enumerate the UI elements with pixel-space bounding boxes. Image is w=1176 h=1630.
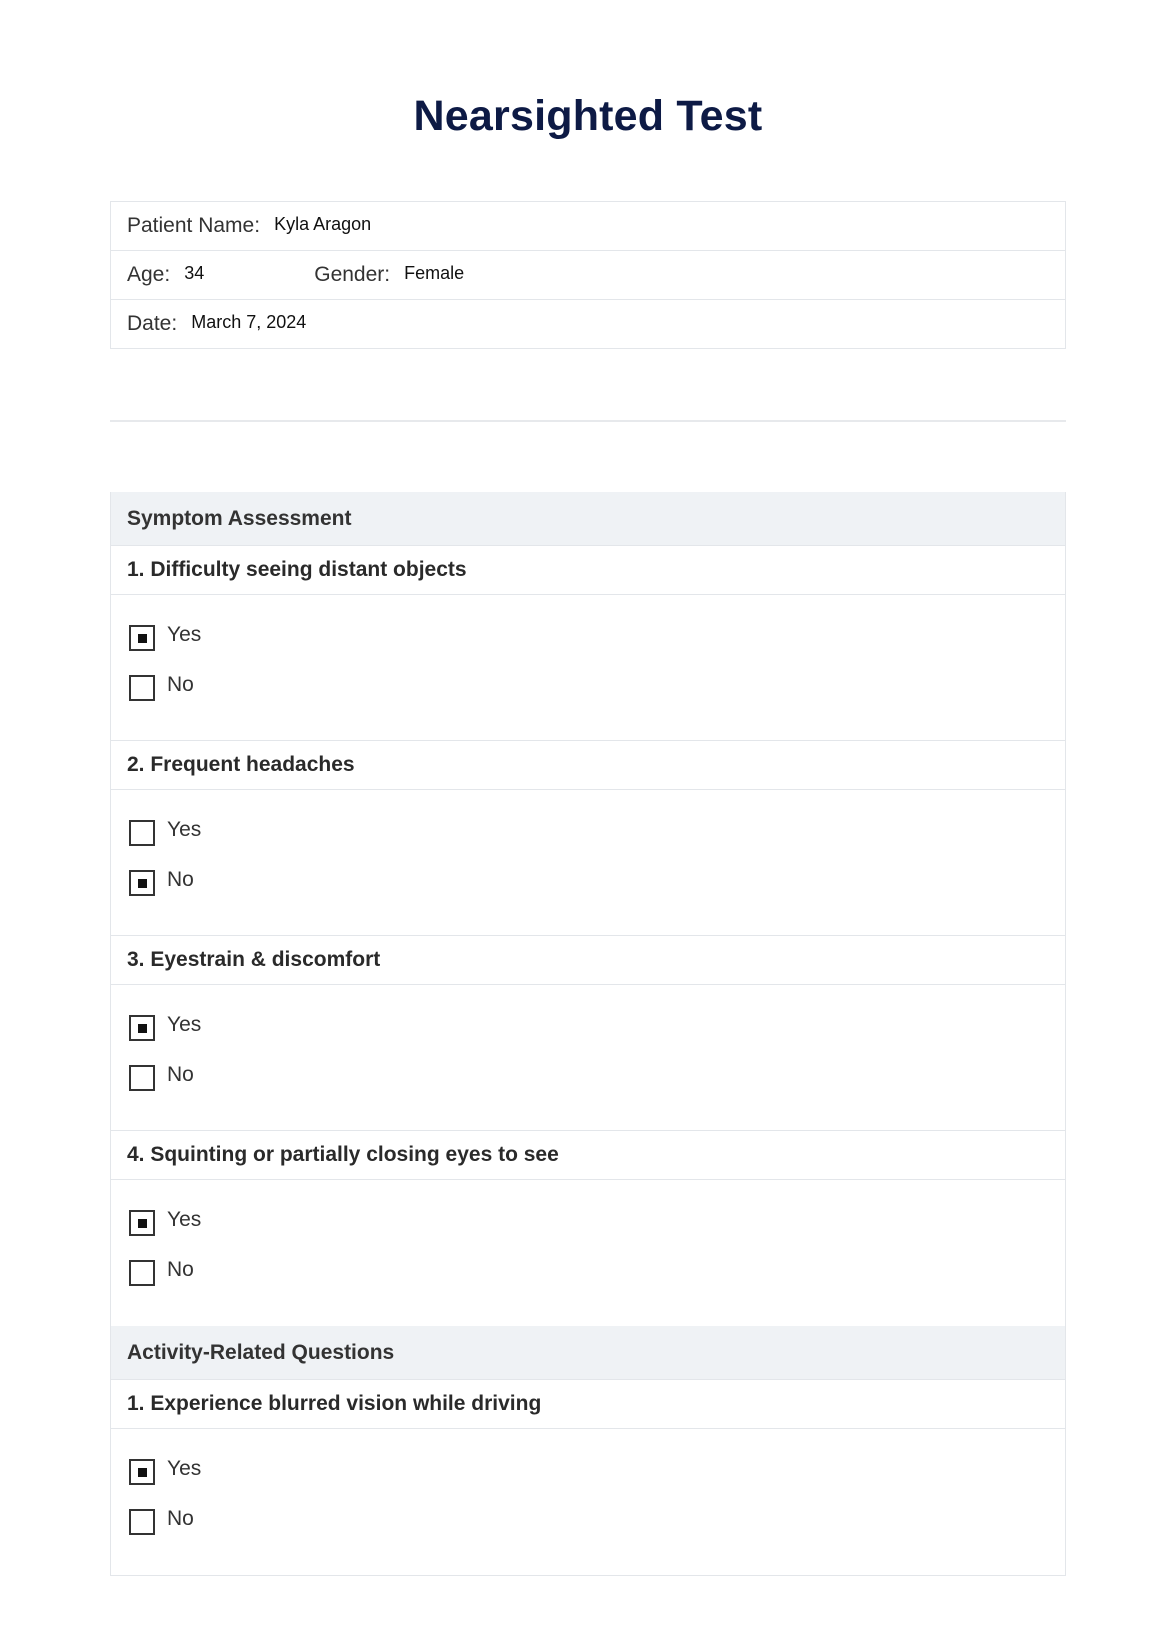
checkbox-checked[interactable]	[129, 1015, 155, 1041]
option-no[interactable]	[129, 870, 194, 896]
patient-info-table	[110, 201, 1066, 349]
option-label: No	[167, 1063, 194, 1086]
option-no[interactable]	[129, 1260, 194, 1286]
checkbox-checked[interactable]	[129, 625, 155, 651]
checkbox-mark	[138, 879, 147, 888]
page-title: Nearsighted Test	[413, 92, 763, 140]
question-title: 4. Squinting or partially closing eyes to see	[111, 1131, 1065, 1180]
option-label: No	[167, 868, 194, 891]
option-label: No	[167, 1507, 194, 1530]
option-yes[interactable]	[129, 625, 201, 651]
question-options	[111, 1429, 1065, 1575]
option-label: Yes	[167, 1208, 202, 1231]
option-label: Yes	[167, 623, 202, 646]
checkbox[interactable]	[129, 1065, 155, 1091]
section-header: Symptom Assessment	[111, 492, 1065, 546]
option-no[interactable]	[129, 675, 194, 701]
option-label: No	[167, 1258, 194, 1281]
question-options	[111, 1180, 1065, 1326]
option-yes[interactable]	[129, 1015, 201, 1041]
option-yes[interactable]	[129, 820, 201, 846]
option-label: Yes	[167, 818, 202, 841]
checkbox-checked[interactable]	[129, 870, 155, 896]
checkbox-checked[interactable]	[129, 1459, 155, 1485]
option-yes[interactable]	[129, 1459, 201, 1485]
option-label: Yes	[167, 1457, 202, 1480]
checkbox[interactable]	[129, 1509, 155, 1535]
section-header: Activity-Related Questions	[111, 1326, 1065, 1380]
checkbox[interactable]	[129, 1260, 155, 1286]
option-no[interactable]	[129, 1065, 194, 1091]
checkbox-mark	[138, 1219, 147, 1228]
checkbox-mark	[138, 1468, 147, 1477]
question-title: 1. Experience blurred vision while driving	[111, 1380, 1065, 1429]
date-value[interactable]: March 7, 2024	[191, 311, 307, 332]
patient-name-label: Patient Name:	[127, 214, 261, 237]
option-label: No	[167, 673, 194, 696]
gender-label: Gender:	[314, 263, 391, 286]
checkbox[interactable]	[129, 675, 155, 701]
questionnaire	[110, 492, 1066, 1576]
age-value[interactable]: 34	[184, 262, 205, 283]
option-yes[interactable]	[129, 1210, 201, 1236]
date-row	[111, 300, 1065, 348]
question-title: 1. Difficulty seeing distant objects	[111, 546, 1065, 595]
gender-value[interactable]: Female	[404, 262, 465, 283]
age-label: Age:	[127, 263, 171, 286]
question-options	[111, 790, 1065, 936]
option-label: Yes	[167, 1013, 202, 1036]
question-options	[111, 595, 1065, 741]
patient-name-value[interactable]: Kyla Aragon	[274, 213, 372, 234]
checkbox-checked[interactable]	[129, 1210, 155, 1236]
checkbox[interactable]	[129, 820, 155, 846]
question-title: 2. Frequent headaches	[111, 741, 1065, 790]
question-options	[111, 985, 1065, 1131]
option-no[interactable]	[129, 1509, 194, 1535]
checkbox-mark	[138, 634, 147, 643]
checkbox-mark	[138, 1024, 147, 1033]
date-label: Date:	[127, 312, 178, 335]
age-gender-row	[111, 251, 1065, 300]
question-title: 3. Eyestrain & discomfort	[111, 936, 1065, 985]
divider	[110, 420, 1066, 422]
patient-name-row	[111, 202, 1065, 251]
